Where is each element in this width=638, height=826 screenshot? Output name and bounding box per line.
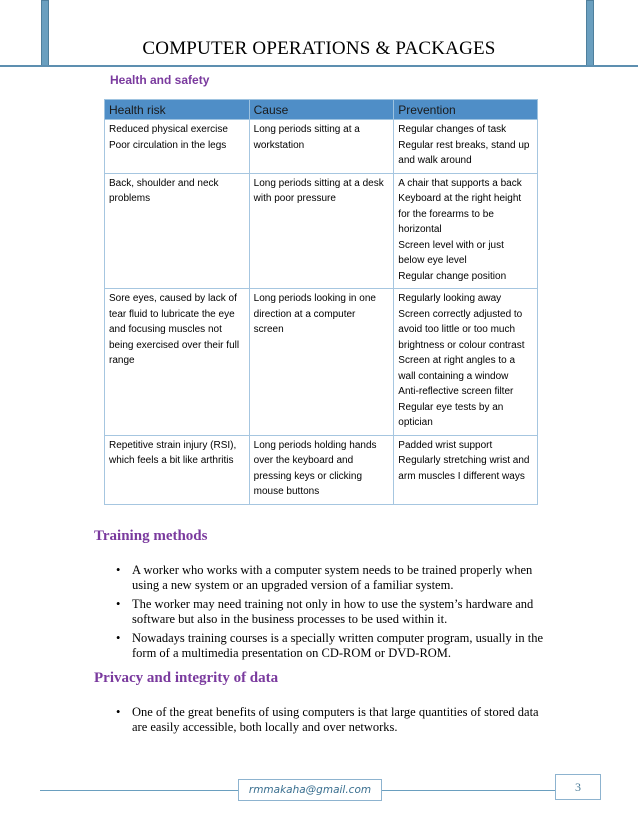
cell-line: brightness or colour contrast [398,339,525,351]
header-rule [0,65,638,67]
column-header-risk: Health risk [105,100,250,120]
cell-line: over the keyboard and [253,455,354,466]
page-number: 3 [555,774,601,800]
column-header-prevention: Prevention [394,100,538,120]
table-cell-cause [249,173,394,289]
cell-line: avoid too little or too much [398,324,516,335]
cell-line: wall containing a window [398,370,509,382]
page-title: COMPUTER OPERATIONS & PACKAGES [142,38,496,59]
footer-rule-right [382,790,555,791]
cell-line: tear fluid to lubricate the eye [109,308,235,320]
table-header-row [105,100,538,120]
cell-line: Padded wrist support [398,439,493,451]
list-item [114,597,544,627]
cell-line: workstation [253,139,305,151]
footer-email: rmmakaha@gmail.com [238,779,382,801]
cell-line: Poor circulation in the legs [109,139,227,151]
table-cell-risk [105,435,250,504]
cell-line: Back, shoulder and neck [109,177,219,189]
training-heading: Training methods [94,528,208,544]
table-cell-prevention [394,173,538,289]
list-item [114,705,544,735]
cell-line: which feels a bit like arthritis [109,455,234,466]
cell-line: Regular rest breaks, stand up [398,139,530,151]
cell-line: direction at a computer [253,308,356,320]
cell-line: and walk around [398,155,472,166]
table-row [105,289,538,436]
cell-line: Long periods sitting at a desk [253,177,384,189]
cell-line: Regular changes of task [398,124,507,135]
cell-line: range [109,355,135,366]
cell-line: Long periods sitting at a [253,124,360,135]
list-item [114,631,544,661]
cell-line: optician [398,417,433,428]
table-row [105,173,538,289]
cell-line: horizontal [398,224,442,235]
cell-line: Regularly stretching wrist and [398,455,530,466]
privacy-list [114,705,544,739]
cell-line: A chair that supports a back [398,177,522,189]
cell-line: and focusing muscles not [109,324,222,335]
cell-line: Screen correctly adjusted to [398,308,523,320]
table-cell-risk [105,173,250,289]
health-safety-heading: Health and safety [110,73,210,87]
table-cell-prevention [394,435,538,504]
cell-line: Screen level with or just [398,239,504,251]
bullet-icon: • [116,705,121,719]
list-item-text: The worker may need training not only in how to use the system’s hardware and software but also in the business processes to be used within it. [132,597,534,626]
cell-line: Screen at right angles to a [398,355,516,366]
cell-line: Sore eyes, caused by lack of [109,293,237,304]
footer-rule-left [40,790,238,791]
privacy-heading: Privacy and integrity of data [94,670,279,686]
table-cell-cause [249,289,394,436]
table-cell-risk [105,120,250,174]
table-row [105,120,538,174]
list-item [114,563,544,593]
cell-line: problems [109,193,151,204]
table-cell-cause [249,120,394,174]
cell-line: with poor pressure [253,193,336,204]
cell-line: arm muscles I different ways [398,470,525,482]
column-header-cause: Cause [249,100,394,120]
bullet-icon: • [116,597,121,611]
cell-line: Anti-reflective screen filter [398,386,514,397]
cell-line: Regular eye tests by an [398,401,504,413]
cell-line: Reduced physical exercise [109,124,228,135]
cell-line: below eye level [398,255,467,266]
cell-line: mouse buttons [253,486,320,497]
list-item-text: Nowadays training courses is a specially written computer program, usually in the form of a multimedia presentation on CD-ROM or DVD-ROM. [132,631,544,660]
training-list [114,563,544,665]
cell-line: screen [253,324,284,335]
cell-line: Long periods holding hands [253,439,377,451]
cell-line: Repetitive strain injury (RSI), [109,439,237,451]
cell-line: Regularly looking away [398,293,502,304]
cell-line: Keyboard at the right height [398,193,522,204]
cell-line: Regular change position [398,270,507,282]
table-cell-cause [249,435,394,504]
table-cell-prevention [394,120,538,174]
cell-line: pressing keys or clicking [253,470,363,482]
table-cell-risk [105,289,250,436]
cell-line: for the forearms to be [398,208,494,220]
cell-line: Long periods looking in one [253,293,376,304]
bullet-icon: • [116,563,121,577]
list-item-text: One of the great benefits of using computers is that large quantities of stored data are easily accessible, both locally and over networks. [132,705,539,734]
table-cell-prevention [394,289,538,436]
health-risk-table [104,99,538,505]
bullet-icon: • [116,631,121,645]
table-row [105,435,538,504]
cell-line: being exercised over their full [109,339,240,351]
list-item-text: A worker who works with a computer system needs to be trained properly when using a new system or an upgraded version of a familiar system. [132,563,533,592]
